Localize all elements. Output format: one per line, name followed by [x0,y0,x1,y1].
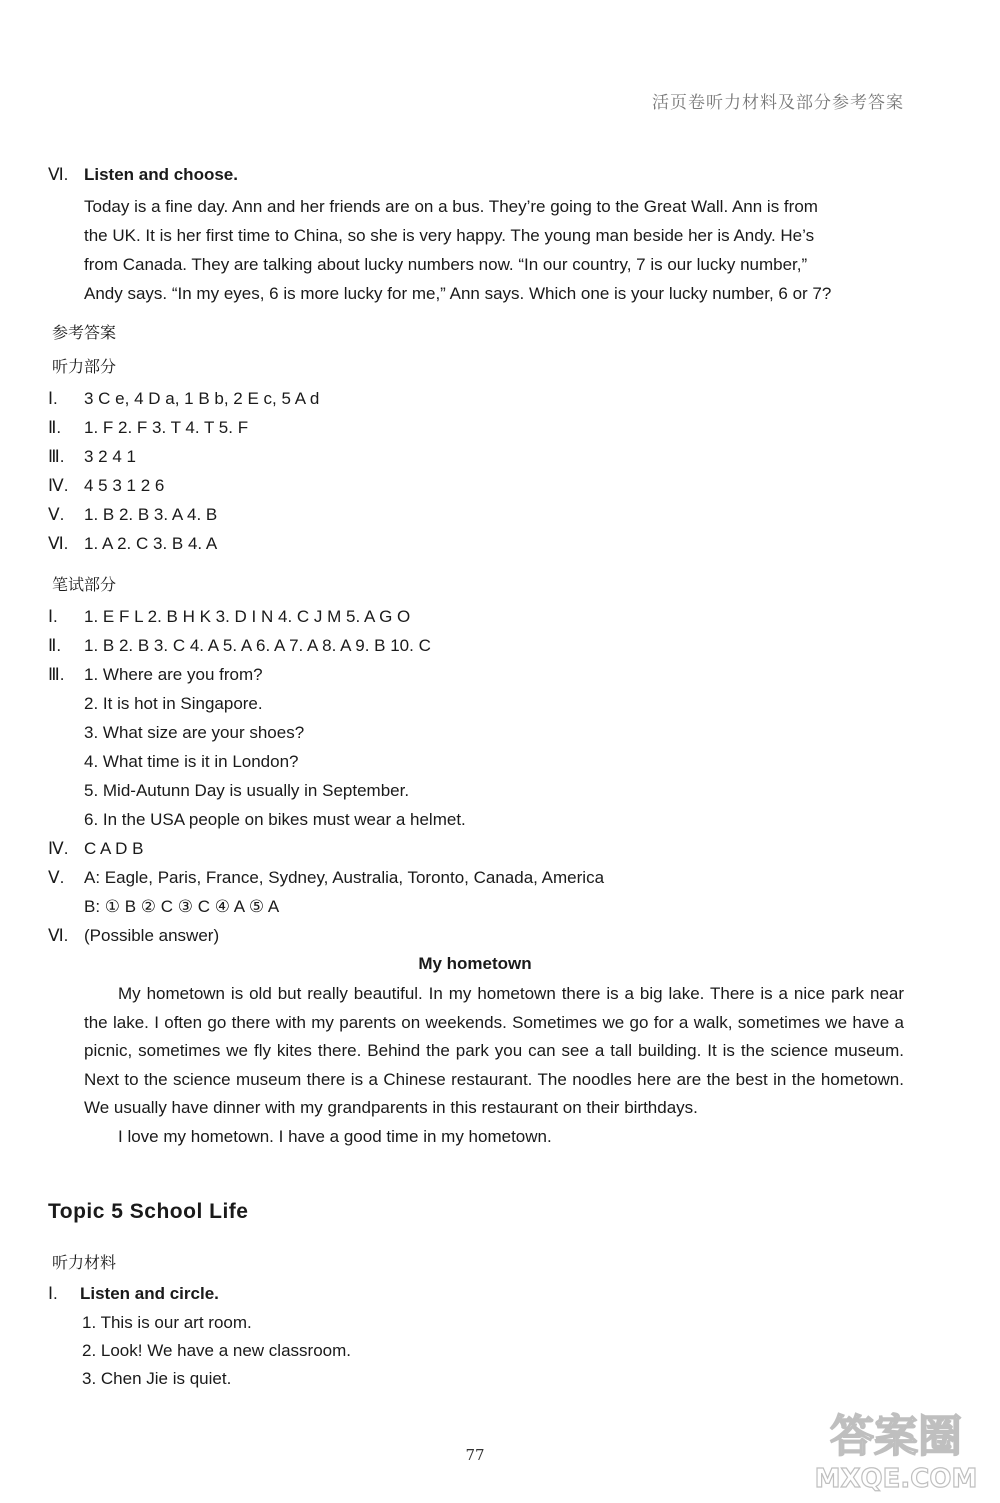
answer-text: C A D B [84,839,144,858]
script-line: 3. Chen Jie is quiet. [82,1369,232,1388]
answer-number: Ⅳ. [48,476,69,495]
written-label: 笔试部分 [52,577,117,594]
section-title: Listen and circle. [80,1284,219,1303]
section-title: Listen and choose. [84,165,238,184]
answers-label: 参考答案 [52,325,117,342]
answer-text: 1. B 2. B 3. A 4. B [84,505,218,524]
answer-text: 2. It is hot in Singapore. [84,694,263,713]
section-number: Ⅵ. [48,165,69,184]
answer-number: Ⅴ. [48,505,65,524]
answer-number: Ⅰ. [48,607,58,626]
listening-script [84,192,904,308]
essay-paragraph: I love my hometown. I have a good time in my hometown. [118,1126,552,1146]
script-line: the UK. It is her first time to China, so she is very happy. The young man beside her is Andy. He’s [84,226,815,245]
answer-number: Ⅵ. [48,926,69,945]
answer-text: 3 C e, 4 D a, 1 B b, 2 E c, 5 A d [84,389,320,408]
essay-body [84,980,904,1151]
page-number: 77 [465,1446,485,1464]
listening-label: 听力部分 [52,359,117,376]
section-number: Ⅰ. [48,1284,58,1303]
answer-number: Ⅳ. [48,839,69,858]
answer-number: Ⅲ. [48,665,65,684]
answer-text: 4. What time is it in London? [84,752,299,771]
answer-text: 3 2 4 1 [84,447,136,466]
script-line: from Canada. They are talking about lucky numbers now. “In our country, 7 is our lucky number,” [84,255,808,274]
essay-paragraph: My hometown is old but really beautiful. In my hometown there is a big lake. There is a nice park near the lake. I often go there with my parents on weekends. Sometimes we go for a walk, sometimes we have a picnic, sometimes we fly kites there. Behind the park you can see a tall building. It is the science museum. Next to the science museum there is a Chinese restaurant. The noodles here are the best in the hometown. We usually have dinner with my grandparents in this restaurant on their birthdays. [84,984,904,1117]
answer-text: B: ① B ② C ③ C ④ A ⑤ A [84,897,280,916]
answer-text: 1. F 2. F 3. T 4. T 5. F [84,418,249,437]
answer-text: 3. What size are your shoes? [84,723,305,742]
script-line: 1. This is our art room. [82,1313,252,1332]
answer-text: A: Eagle, Paris, France, Sydney, Australia, Toronto, Canada, America [84,868,605,887]
material-label: 听力材料 [52,1255,117,1272]
topic-heading: Topic 5 School Life [48,1200,249,1223]
answer-text: 1. A 2. C 3. B 4. A [84,534,218,553]
running-head: 活页卷听力材料及部分参考答案 [652,93,904,113]
answer-text: 4 5 3 1 2 6 [84,476,165,495]
script-line: Today is a fine day. Ann and her friends are on a bus. They’re going to the Great Wall. Ann is from [84,197,818,216]
answer-number: Ⅴ. [48,868,65,887]
script-line: Andy says. “In my eyes, 6 is more lucky for me,” Ann says. Which one is your lucky number, 6 or 7? [84,284,832,303]
answer-number: Ⅲ. [48,447,65,466]
answer-number: Ⅱ. [48,636,62,655]
watermark-logo [806,1403,986,1495]
answer-text: 1. Where are you from? [84,665,263,684]
answer-number: Ⅱ. [48,418,62,437]
answer-text: 1. B 2. B 3. C 4. A 5. A 6. A 7. A 8. A 9. B 10. C [84,636,431,655]
answer-text: 6. In the USA people on bikes must wear a helmet. [84,810,466,829]
script-line: 2. Look! We have a new classroom. [82,1341,351,1360]
answer-text: 5. Mid-Autunn Day is usually in September. [84,781,410,800]
answer-number: Ⅵ. [48,534,69,553]
essay-title: My hometown [418,954,532,973]
answer-number: Ⅰ. [48,389,58,408]
watermark-sub: MXQE.COM [814,1464,978,1494]
answer-text: (Possible answer) [84,926,220,945]
watermark-main: 答案圈 [830,1411,962,1462]
answer-text: 1. E F L 2. B H K 3. D I N 4. C J M 5. A G O [84,607,411,626]
